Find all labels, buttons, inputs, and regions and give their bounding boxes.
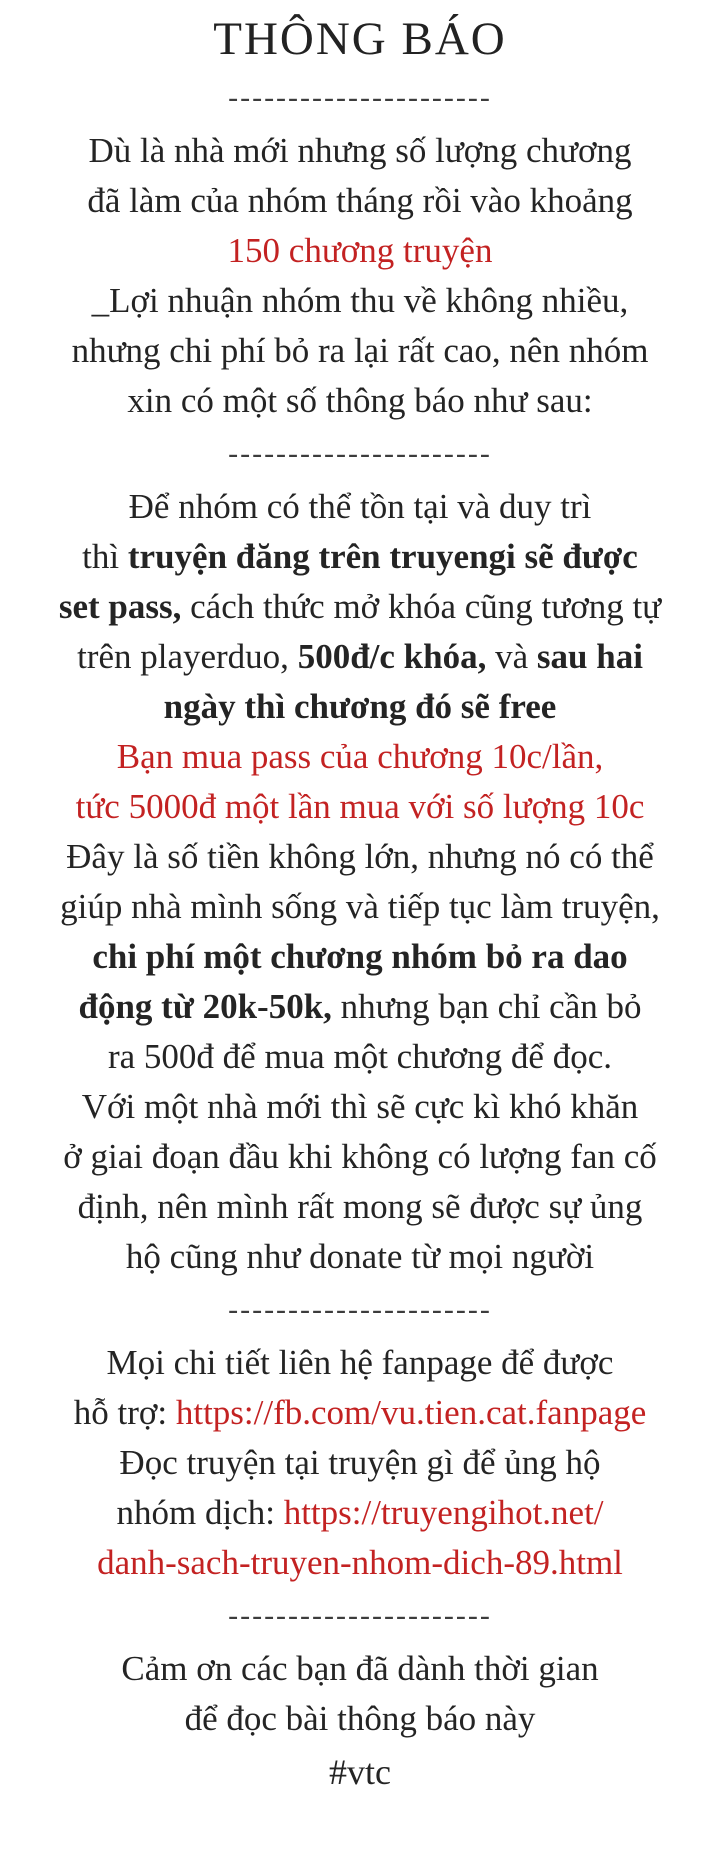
- intro-line-4: [0, 326, 720, 376]
- text-run: xin có một số thông báo như sau:: [127, 381, 593, 420]
- policy-line-9: [0, 982, 720, 1032]
- outro-line-2: [0, 1694, 720, 1744]
- policy-line-12: [0, 1132, 720, 1182]
- policy-line-7: [0, 882, 720, 932]
- text-run-bold: sau hai: [536, 637, 643, 676]
- text-run: ở giai đoạn đầu khi không có lượng fan cố: [63, 1137, 657, 1176]
- policy-line-8: [0, 932, 720, 982]
- policy-line-14: [0, 1232, 720, 1282]
- contact-line-2: [0, 1388, 720, 1438]
- reading-site-link-line1[interactable]: https://truyengihot.net/: [283, 1493, 604, 1532]
- policy-line-4: [0, 632, 720, 682]
- text-run-bold: chi phí một chương nhóm bỏ ra dao: [92, 937, 628, 976]
- pass-price-line-2: [0, 782, 720, 832]
- text-run-bold: ngày thì chương đó sẽ free: [163, 687, 557, 726]
- intro-line-5: [0, 376, 720, 426]
- contact-line-3: [0, 1438, 720, 1488]
- highlighted-text: Bạn mua pass của chương 10c/lần,: [116, 737, 604, 776]
- text-run: nhóm dịch:: [116, 1493, 284, 1532]
- text-run: giúp nhà mình sống và tiếp tục làm truyện,: [60, 887, 660, 926]
- highlighted-text: tức 5000đ một lần mua với số lượng 10c: [75, 787, 645, 826]
- text-run-bold: 500đ/c khóa,: [297, 637, 487, 676]
- text-run: để đọc bài thông báo này: [184, 1699, 536, 1738]
- text-run: trên playerduo,: [77, 637, 298, 676]
- text-run: thì: [82, 537, 128, 576]
- policy-line-13: [0, 1182, 720, 1232]
- text-run: Với một nhà mới thì sẽ cực kì khó khăn: [81, 1087, 639, 1126]
- text-run: nhưng bạn chỉ cần bỏ: [331, 987, 642, 1026]
- text-run: cách thức mở khóa cũng tương tự: [181, 587, 662, 626]
- text-run: và: [486, 637, 537, 676]
- divider: ----------------------: [228, 81, 492, 114]
- contact-line-1: [0, 1338, 720, 1388]
- policy-line-5: [0, 682, 720, 732]
- contact-line-4: [0, 1488, 720, 1538]
- hashtag: #vtc: [329, 1752, 391, 1792]
- highlighted-text: 150 chương truyện: [227, 231, 493, 270]
- text-run: định, nên mình rất mong sẽ được sự ủng: [77, 1187, 643, 1226]
- text-run: hộ cũng như donate từ mọi người: [125, 1237, 595, 1276]
- intro-line-3: [0, 276, 720, 326]
- policy-line-1: [0, 482, 720, 532]
- text-run: Cảm ơn các bạn đã dành thời gian: [121, 1649, 599, 1688]
- policy-line-2: [0, 532, 720, 582]
- outro-line-1: [0, 1644, 720, 1694]
- divider: ----------------------: [228, 1293, 492, 1326]
- text-run: Mọi chi tiết liên hệ fanpage để được: [106, 1343, 614, 1382]
- divider: ----------------------: [228, 1599, 492, 1632]
- text-run: Đọc truyện tại truyện gì để ủng hộ: [119, 1443, 601, 1482]
- fanpage-link[interactable]: https://fb.com/vu.tien.cat.fanpage: [175, 1393, 647, 1432]
- text-run: nhưng chi phí bỏ ra lại rất cao, nên nhóm: [71, 331, 649, 370]
- intro-line-1: [0, 126, 720, 176]
- text-run-bold: set pass,: [58, 587, 182, 626]
- policy-line-3: [0, 582, 720, 632]
- divider: ----------------------: [228, 437, 492, 470]
- text-run: hỗ trợ:: [73, 1393, 176, 1432]
- chapter-count-highlight: [0, 226, 720, 276]
- text-run-bold: truyện đăng trên truyengi sẽ được: [127, 537, 638, 576]
- text-run: Dù là nhà mới nhưng số lượng chương: [88, 131, 632, 170]
- text-run: ra 500đ để mua một chương để đọc.: [107, 1037, 612, 1076]
- policy-line-11: [0, 1082, 720, 1132]
- pass-price-line-1: [0, 732, 720, 782]
- contact-line-5: [0, 1538, 720, 1588]
- text-run: đã làm của nhóm tháng rồi vào khoảng: [87, 181, 633, 220]
- text-run: Để nhóm có thể tồn tại và duy trì: [128, 487, 592, 526]
- intro-line-2: [0, 176, 720, 226]
- reading-site-link-line2[interactable]: danh-sach-truyen-nhom-dich-89.html: [97, 1543, 623, 1582]
- text-run-bold: động từ 20k-50k,: [78, 987, 332, 1026]
- policy-line-10: [0, 1032, 720, 1082]
- text-run: _Lợi nhuận nhóm thu về không nhiều,: [91, 281, 629, 320]
- page-title: THÔNG BÁO: [213, 13, 507, 65]
- text-run: Đây là số tiền không lớn, nhưng nó có thể: [66, 837, 654, 876]
- policy-line-6: [0, 832, 720, 882]
